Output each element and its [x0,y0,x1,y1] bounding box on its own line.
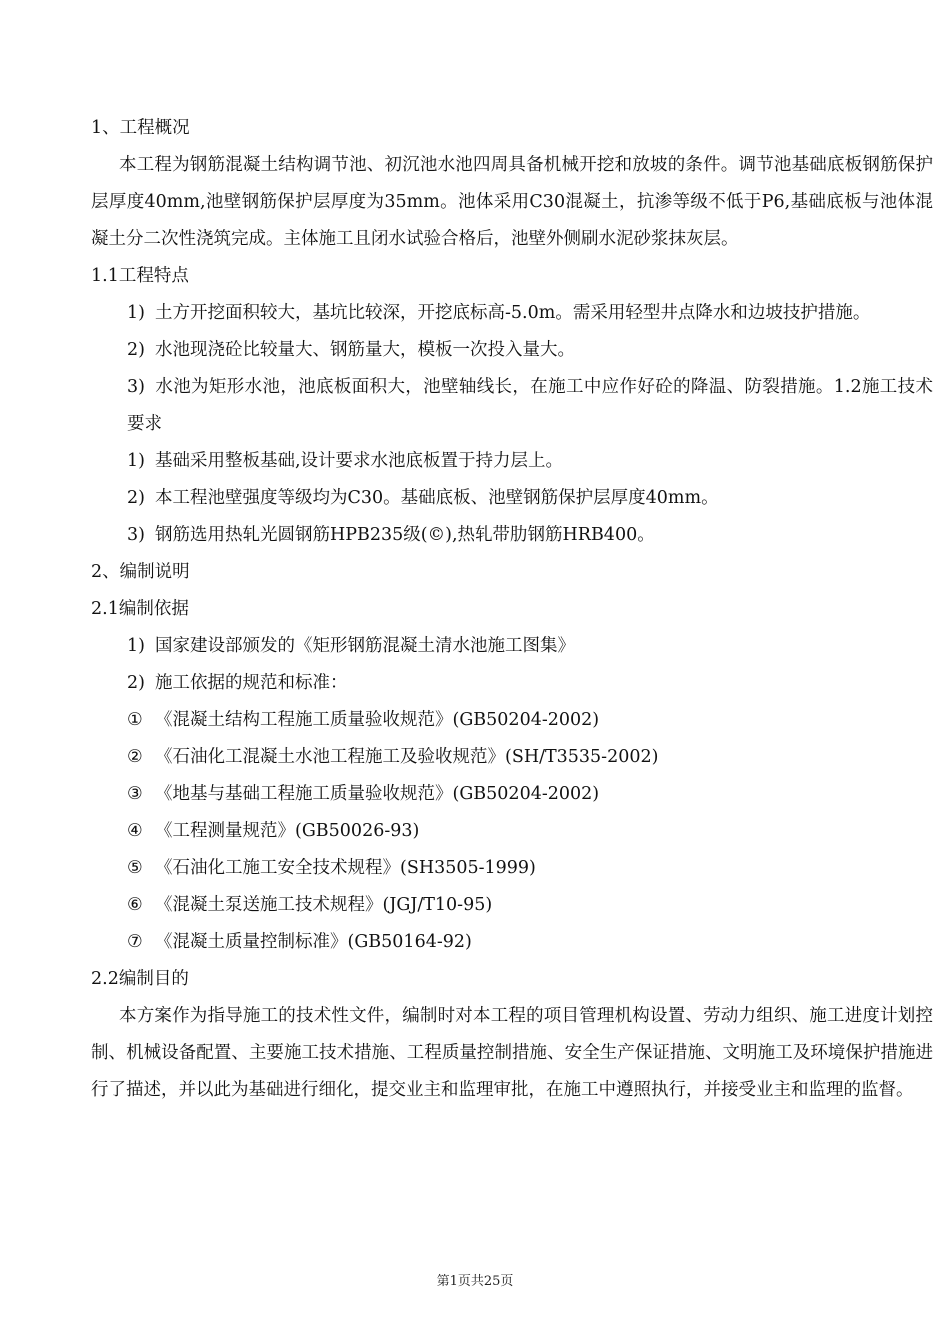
section-heading-1: 1、工程概况 [91,118,190,138]
list-item-number: 2) [127,340,145,360]
list-item [91,332,933,369]
list-item-text: 土方开挖面积较大，基坑比较深，开挖底标高-5.0m。需采用轻型井点降水和边坡技护措施。 [155,303,871,323]
list-item [91,295,933,332]
list-item-number: 3) [127,525,145,545]
list-item-number: 2) [127,488,145,508]
standard-number: ③ [127,784,143,804]
section-heading-2: 2、编制说明 [91,562,190,582]
standard-item [91,850,933,887]
standard-number: ⑥ [127,895,143,915]
list-item-number: 1) [127,451,145,471]
standard-number: ⑤ [127,858,143,878]
list-item-number: 1) [127,303,145,323]
standard-text: 《混凝土泵送施工技术规程》(JGJ/T10-95) [155,895,493,915]
basis-list [91,628,933,702]
document-body [91,110,933,1109]
page-footer: 第1页共25页 [436,1274,514,1289]
list-item-text: 施工依据的规范和标准： [155,673,348,693]
standard-number: ④ [127,821,143,841]
technical-requirements-list [91,443,933,554]
list-item [91,369,933,443]
standard-text: 《地基与基础工程施工质量验收规范》(GB50204-2002) [155,784,600,804]
features-list [91,295,933,443]
standard-item [91,813,933,850]
section-1-paragraph: 本工程为钢筋混凝土结构调节池、初沉池水池四周具备机械开挖和放坡的条件。调节池基础底板钢筋保护层厚度40mm,池壁钢筋保护层厚度为35mm。池体采用C30混凝土，抗渗等级不低于P6,基础底板与池体混凝土分二次性浇筑完成。主体施工且闭水试验合格后，池壁外侧刷水泥砂浆抹灰层。 [91,155,933,249]
list-item [91,443,933,480]
list-item-text: 国家建设部颁发的《矩形钢筋混凝土清水池施工图集》 [155,636,575,656]
list-item [91,480,933,517]
list-item [91,665,933,702]
list-item-number: 1) [127,636,145,656]
list-item-text: 本工程池壁强度等级均为C30。基础底板、池壁钢筋保护层厚度40mm。 [155,488,719,508]
standard-item [91,924,933,961]
standard-text: 《石油化工施工安全技术规程》(SH3505-1999) [155,858,536,878]
standard-text: 《工程测量规范》(GB50026-93) [155,821,420,841]
list-item-number: 2) [127,673,145,693]
standard-item [91,702,933,739]
list-item-text: 水池现浇砼比较量大、钢筋量大，模板一次投入量大。 [155,340,575,360]
section-2-2-paragraph: 本方案作为指导施工的技术性文件，编制时对本工程的项目管理机构设置、劳动力组织、施工进度计划控制、机械设备配置、主要施工技术措施、工程质量控制措施、安全生产保证措施、文明施工及环境保护措施进行了描述，并以此为基础进行细化，提交业主和监理审批，在施工中遵照执行，并接受业主和监理的监督。 [91,1006,933,1100]
list-item [91,628,933,665]
list-item [91,517,933,554]
section-heading-2-2: 2.2编制目的 [91,969,189,989]
list-item-text: 水池为矩形水池，池底板面积大，池壁轴线长，在施工中应作好砼的降温、防裂措施。1.2施工技术要求 [127,377,933,434]
list-item-number: 3) [127,377,145,397]
section-heading-2-1: 2.1编制依据 [91,599,189,619]
standard-number: ⑦ [127,932,143,952]
standard-item [91,887,933,924]
standard-number: ② [127,747,143,767]
standard-item [91,776,933,813]
standards-list [91,702,933,961]
list-item-text: 钢筋选用热轧光圆钢筋HPB235级(©),热轧带肋钢筋HRB400。 [155,525,655,545]
list-item-text: 基础采用整板基础,设计要求水池底板置于持力层上。 [155,451,564,471]
standard-number: ① [127,710,143,730]
standard-item [91,739,933,776]
standard-text: 《石油化工混凝土水池工程施工及验收规范》(SH/T3535-2002) [155,747,659,767]
section-heading-1-1: 1.1工程特点 [91,266,189,286]
standard-text: 《混凝土结构工程施工质量验收规范》(GB50204-2002) [155,710,600,730]
standard-text: 《混凝土质量控制标准》(GB50164-92) [155,932,472,952]
